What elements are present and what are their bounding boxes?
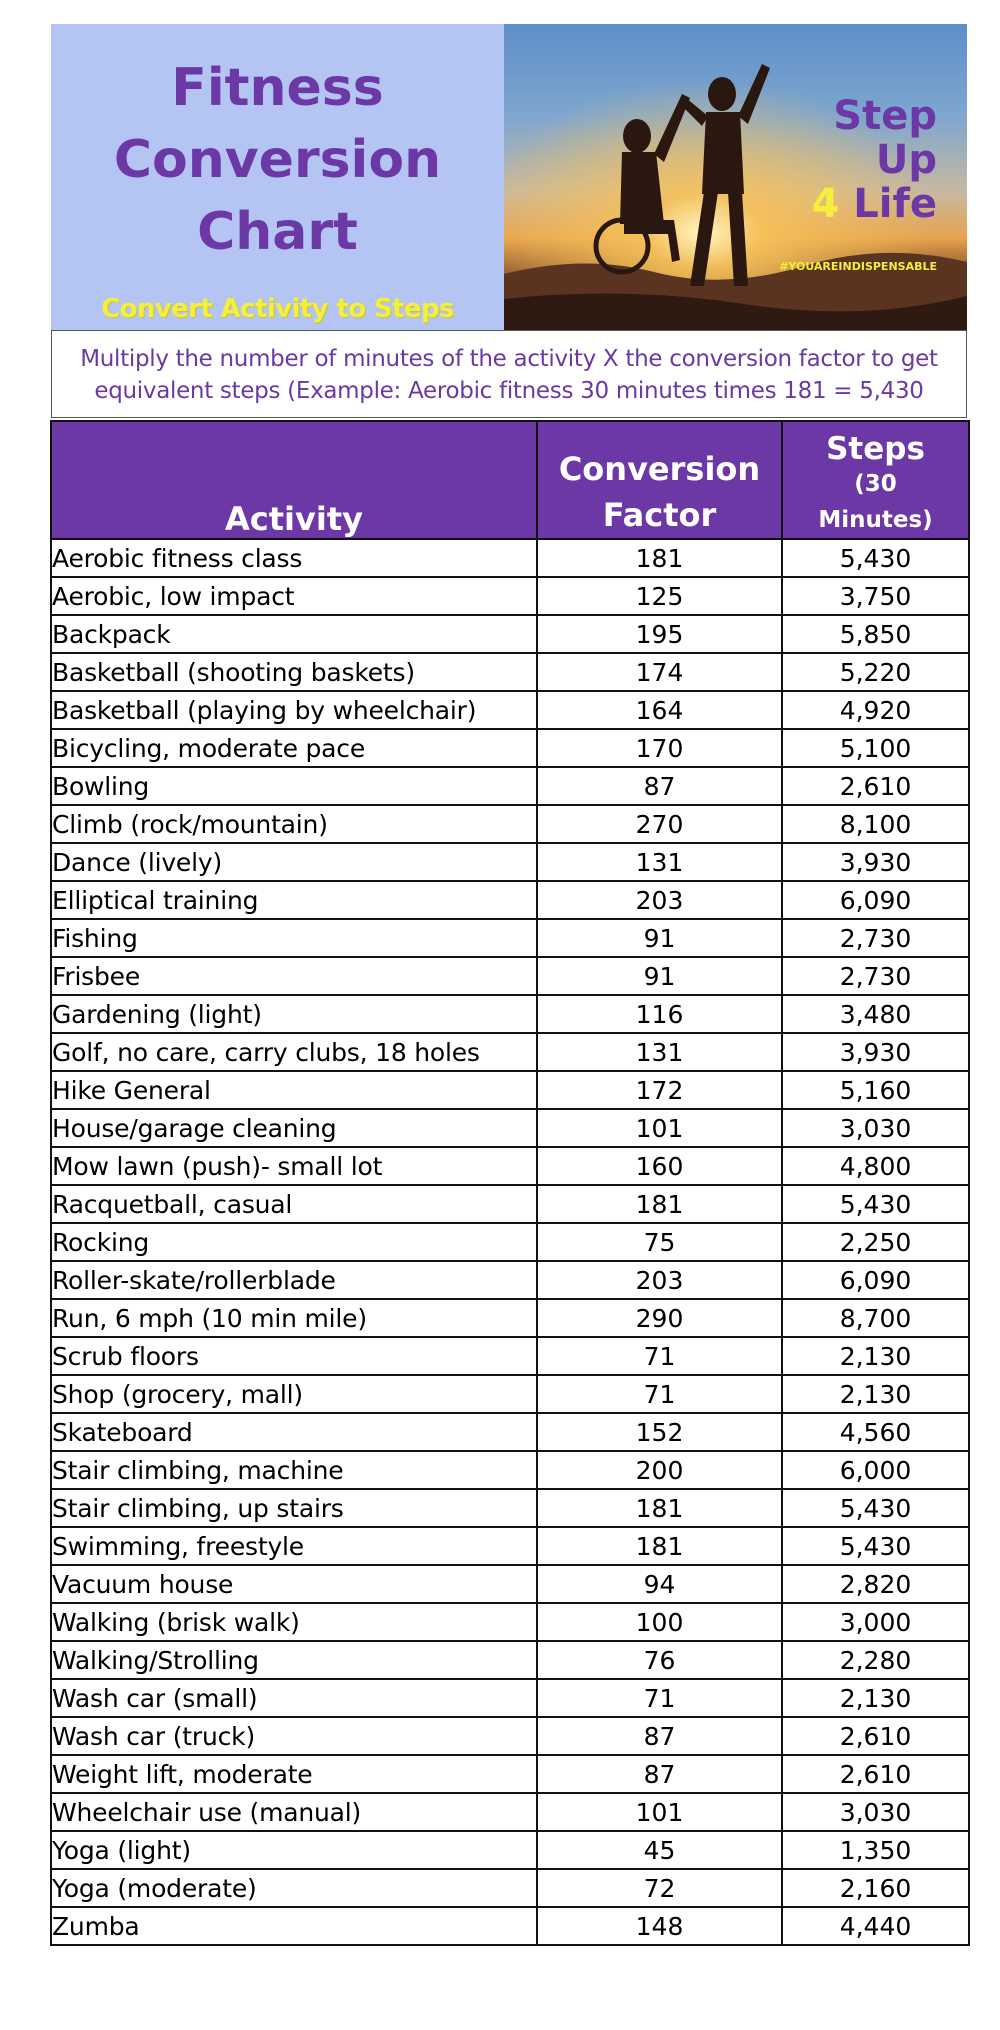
factor-cell: 170 <box>537 729 782 767</box>
table-row <box>51 1489 969 1527</box>
steps-cell: 3,930 <box>782 843 969 881</box>
activity-cell: Backpack <box>51 615 537 653</box>
activity-cell: Stair climbing, machine <box>51 1451 537 1489</box>
activity-cell: Bowling <box>51 767 537 805</box>
steps-cell: 5,430 <box>782 1527 969 1565</box>
factor-cell: 71 <box>537 1375 782 1413</box>
activity-cell: Fishing <box>51 919 537 957</box>
steps-cell: 4,440 <box>782 1907 969 1945</box>
activity-cell: Roller-skate/rollerblade <box>51 1261 537 1299</box>
table-row <box>51 1375 969 1413</box>
table-row <box>51 1451 969 1489</box>
table-row <box>51 1527 969 1565</box>
activity-cell: Yoga (light) <box>51 1831 537 1869</box>
steps-cell: 2,730 <box>782 919 969 957</box>
title-line-3: Chart <box>197 202 358 262</box>
table-row <box>51 919 969 957</box>
table-row <box>51 1413 969 1451</box>
steps-header-line-2: (30 <box>854 471 897 497</box>
column-header-factor <box>537 421 782 539</box>
brand-word-step: Step <box>833 93 937 139</box>
factor-cell: 152 <box>537 1413 782 1451</box>
factor-cell: 174 <box>537 653 782 691</box>
steps-cell: 3,480 <box>782 995 969 1033</box>
factor-cell: 101 <box>537 1109 782 1147</box>
activity-cell: Wash car (truck) <box>51 1717 537 1755</box>
brand-word-life: Life <box>853 181 937 227</box>
factor-cell: 76 <box>537 1641 782 1679</box>
steps-cell: 1,350 <box>782 1831 969 1869</box>
factor-cell: 172 <box>537 1071 782 1109</box>
activity-cell: Basketball (playing by wheelchair) <box>51 691 537 729</box>
brand-four: 4 <box>811 181 840 227</box>
table-row <box>51 1033 969 1071</box>
activity-cell: Dance (lively) <box>51 843 537 881</box>
steps-cell: 2,820 <box>782 1565 969 1603</box>
steps-cell: 5,100 <box>782 729 969 767</box>
factor-cell: 91 <box>537 957 782 995</box>
table-row <box>51 957 969 995</box>
activity-cell: Basketball (shooting baskets) <box>51 653 537 691</box>
steps-cell: 2,130 <box>782 1679 969 1717</box>
factor-cell: 116 <box>537 995 782 1033</box>
steps-cell: 6,090 <box>782 1261 969 1299</box>
factor-cell: 100 <box>537 1603 782 1641</box>
factor-cell: 71 <box>537 1679 782 1717</box>
activity-cell: Aerobic fitness class <box>51 539 537 577</box>
table-row <box>51 1223 969 1261</box>
activity-cell: Racquetball, casual <box>51 1185 537 1223</box>
steps-cell: 5,850 <box>782 615 969 653</box>
brand-word-up: Up <box>875 137 937 183</box>
activity-cell: Run, 6 mph (10 min mile) <box>51 1299 537 1337</box>
activity-cell: Gardening (light) <box>51 995 537 1033</box>
activity-cell: Weight lift, moderate <box>51 1755 537 1793</box>
brand-line-3 <box>811 182 937 226</box>
table-row <box>51 615 969 653</box>
activity-cell: Frisbee <box>51 957 537 995</box>
factor-cell: 160 <box>537 1147 782 1185</box>
activity-cell: Yoga (moderate) <box>51 1869 537 1907</box>
table-row <box>51 1907 969 1945</box>
steps-cell: 5,220 <box>782 653 969 691</box>
steps-cell: 5,430 <box>782 1489 969 1527</box>
table-row <box>51 539 969 577</box>
factor-cell: 181 <box>537 1185 782 1223</box>
steps-cell: 5,430 <box>782 1185 969 1223</box>
factor-cell: 203 <box>537 881 782 919</box>
table-row <box>51 805 969 843</box>
activity-cell: Walking (brisk walk) <box>51 1603 537 1641</box>
table-row <box>51 1185 969 1223</box>
activity-cell: Vacuum house <box>51 1565 537 1603</box>
header-banner <box>51 24 967 330</box>
column-header-activity: Activity <box>51 421 537 539</box>
steps-cell: 3,930 <box>782 1033 969 1071</box>
activity-cell: Golf, no care, carry clubs, 18 holes <box>51 1033 537 1071</box>
steps-cell: 6,000 <box>782 1451 969 1489</box>
steps-cell: 2,610 <box>782 1717 969 1755</box>
steps-cell: 2,730 <box>782 957 969 995</box>
activity-cell: Stair climbing, up stairs <box>51 1489 537 1527</box>
activity-cell: Bicycling, moderate pace <box>51 729 537 767</box>
steps-cell: 2,130 <box>782 1337 969 1375</box>
table-row <box>51 1793 969 1831</box>
table-row <box>51 767 969 805</box>
table-row <box>51 1869 969 1907</box>
steps-cell: 3,000 <box>782 1603 969 1641</box>
table-row <box>51 1109 969 1147</box>
table-row <box>51 995 969 1033</box>
activity-cell: Rocking <box>51 1223 537 1261</box>
brand-logo <box>811 94 937 226</box>
steps-cell: 2,280 <box>782 1641 969 1679</box>
factor-cell: 270 <box>537 805 782 843</box>
table-row <box>51 1565 969 1603</box>
factor-cell: 91 <box>537 919 782 957</box>
steps-cell: 2,250 <box>782 1223 969 1261</box>
table-row <box>51 691 969 729</box>
factor-cell: 45 <box>537 1831 782 1869</box>
factor-cell: 75 <box>537 1223 782 1261</box>
factor-cell: 200 <box>537 1451 782 1489</box>
table-row <box>51 843 969 881</box>
steps-cell: 2,160 <box>782 1869 969 1907</box>
activity-cell: Wash car (small) <box>51 1679 537 1717</box>
activity-cell: Swimming, freestyle <box>51 1527 537 1565</box>
factor-cell: 195 <box>537 615 782 653</box>
factor-cell: 181 <box>537 539 782 577</box>
activity-cell: Elliptical training <box>51 881 537 919</box>
steps-cell: 2,130 <box>782 1375 969 1413</box>
title-line-1: Fitness <box>171 58 384 118</box>
activity-cell: Aerobic, low impact <box>51 577 537 615</box>
table-row <box>51 1679 969 1717</box>
steps-cell: 3,030 <box>782 1109 969 1147</box>
factor-cell: 203 <box>537 1261 782 1299</box>
factor-cell: 87 <box>537 1755 782 1793</box>
factor-cell: 101 <box>537 1793 782 1831</box>
steps-cell: 2,610 <box>782 1755 969 1793</box>
table-row <box>51 1603 969 1641</box>
table-row <box>51 881 969 919</box>
factor-cell: 94 <box>537 1565 782 1603</box>
activity-cell: Zumba <box>51 1907 537 1945</box>
steps-cell: 5,430 <box>782 539 969 577</box>
steps-cell: 3,750 <box>782 577 969 615</box>
steps-header-line-1: Steps <box>826 431 925 467</box>
table-row <box>51 729 969 767</box>
hashtag: #YOUAREINDISPENSABLE <box>779 260 937 273</box>
factor-cell: 131 <box>537 843 782 881</box>
conversion-table <box>50 420 970 1946</box>
steps-header-line-3: Minutes) <box>818 507 933 533</box>
steps-cell: 2,610 <box>782 767 969 805</box>
factor-header-line-2: Factor <box>602 496 717 534</box>
steps-cell: 8,100 <box>782 805 969 843</box>
hero-photo <box>504 24 967 330</box>
factor-cell: 87 <box>537 767 782 805</box>
activity-cell: Wheelchair use (manual) <box>51 1793 537 1831</box>
factor-cell: 125 <box>537 577 782 615</box>
factor-header-line-1: Conversion <box>558 450 761 488</box>
table-row <box>51 653 969 691</box>
factor-cell: 290 <box>537 1299 782 1337</box>
title-panel <box>51 24 504 330</box>
factor-cell: 131 <box>537 1033 782 1071</box>
table-row <box>51 1337 969 1375</box>
factor-cell: 71 <box>537 1337 782 1375</box>
table-body <box>51 539 969 1945</box>
activity-cell: Shop (grocery, mall) <box>51 1375 537 1413</box>
table-row <box>51 1641 969 1679</box>
activity-cell: Walking/Strolling <box>51 1641 537 1679</box>
activity-cell: Skateboard <box>51 1413 537 1451</box>
activity-cell: Hike General <box>51 1071 537 1109</box>
table-row <box>51 1299 969 1337</box>
page-title <box>51 52 504 268</box>
steps-cell: 4,920 <box>782 691 969 729</box>
steps-cell: 4,800 <box>782 1147 969 1185</box>
activity-cell: Mow lawn (push)- small lot <box>51 1147 537 1185</box>
factor-cell: 72 <box>537 1869 782 1907</box>
table-row <box>51 1071 969 1109</box>
table-row <box>51 1831 969 1869</box>
activity-cell: House/garage cleaning <box>51 1109 537 1147</box>
table-row <box>51 1261 969 1299</box>
table-row <box>51 577 969 615</box>
activity-cell: Climb (rock/mountain) <box>51 805 537 843</box>
table-row <box>51 1755 969 1793</box>
steps-cell: 3,030 <box>782 1793 969 1831</box>
column-header-steps <box>782 421 969 539</box>
steps-cell: 5,160 <box>782 1071 969 1109</box>
table-header-row <box>51 421 969 539</box>
factor-cell: 181 <box>537 1527 782 1565</box>
steps-cell: 8,700 <box>782 1299 969 1337</box>
factor-cell: 164 <box>537 691 782 729</box>
factor-cell: 181 <box>537 1489 782 1527</box>
steps-cell: 4,560 <box>782 1413 969 1451</box>
steps-cell: 6,090 <box>782 881 969 919</box>
factor-cell: 87 <box>537 1717 782 1755</box>
table-row <box>51 1147 969 1185</box>
page-subtitle: Convert Activity to Steps <box>101 294 454 324</box>
factor-cell: 148 <box>537 1907 782 1945</box>
activity-cell: Scrub floors <box>51 1337 537 1375</box>
instructions-text: Multiply the number of minutes of the activity X the conversion factor to get equivalent steps (Example: Aerobic fitness 30 minutes times 181 = 5,430 <box>51 330 967 418</box>
table-row <box>51 1717 969 1755</box>
title-line-2: Conversion <box>113 130 442 190</box>
